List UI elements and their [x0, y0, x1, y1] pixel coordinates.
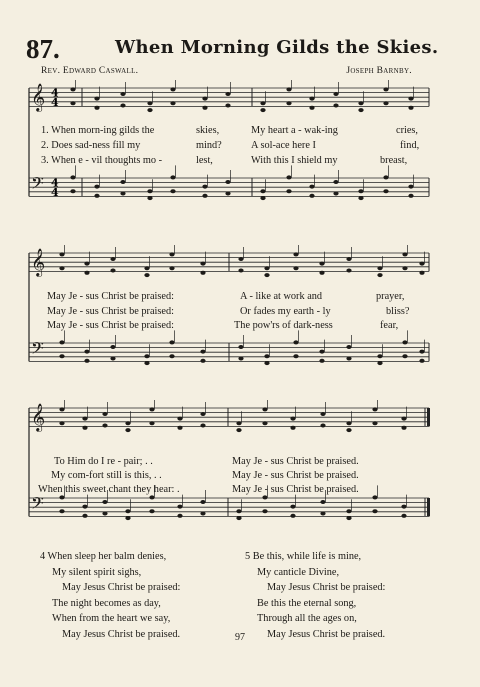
note-head: [236, 421, 241, 425]
note-head: [147, 196, 152, 200]
note-head: [238, 357, 243, 361]
note-head: [177, 426, 182, 430]
note-head: [401, 514, 406, 518]
note-head: [144, 354, 149, 358]
note-head: [202, 194, 207, 198]
page-number: 97: [235, 632, 245, 643]
note-head: [320, 500, 325, 504]
note-head: [358, 101, 363, 105]
note-head: [177, 417, 182, 421]
verse-4: 4 When sleep her balm denies, My silent spirit sighs, May Jesus Christ be praised: The night becomes as day, When from the heart we say, May Jesus Christ be praised.: [40, 551, 181, 640]
note-head: [286, 189, 291, 193]
note-head: [419, 271, 424, 275]
note-head: [320, 424, 325, 428]
note-head: [144, 273, 149, 277]
note-head: [372, 421, 377, 425]
note-head: [419, 359, 424, 363]
note-head: [260, 196, 265, 200]
note-head: [70, 189, 75, 193]
note-head: [408, 106, 413, 110]
note-head: [59, 354, 64, 358]
note-head: [419, 262, 424, 266]
note-head: [320, 412, 325, 416]
note-head: [419, 350, 424, 354]
note-head: [333, 180, 338, 184]
note-head: [70, 175, 75, 179]
note-head: [202, 97, 207, 101]
note-head: [346, 509, 351, 513]
note-head: [102, 500, 107, 504]
note-head: [262, 509, 267, 513]
bass-clef-icon: 𝄢: [31, 338, 44, 362]
note-head: [238, 257, 243, 261]
note-head: [149, 421, 154, 425]
note-head: [125, 421, 130, 425]
note-head: [236, 509, 241, 513]
note-head: [149, 407, 154, 411]
note-head: [200, 412, 205, 416]
note-head: [70, 101, 75, 105]
note-head: [401, 417, 406, 421]
note-head: [264, 273, 269, 277]
treble-clef-icon: 𝄞: [31, 83, 46, 111]
note-head: [236, 516, 241, 520]
note-head: [177, 514, 182, 518]
note-head: [170, 175, 175, 179]
note-head: [402, 266, 407, 270]
note-head: [264, 361, 269, 365]
note-head: [401, 426, 406, 430]
note-head: [110, 269, 115, 273]
note-head: [102, 512, 107, 516]
note-head: [309, 97, 314, 101]
time-signature: 4: [51, 86, 59, 100]
note-head: [200, 512, 205, 516]
note-head: [144, 266, 149, 270]
note-head: [358, 108, 363, 112]
note-head: [319, 359, 324, 363]
note-head: [290, 514, 295, 518]
note-head: [372, 407, 377, 411]
note-head: [333, 92, 338, 96]
note-head: [309, 185, 314, 189]
note-head: [82, 505, 87, 509]
note-head: [84, 359, 89, 363]
note-head: [260, 101, 265, 105]
note-head: [319, 271, 324, 275]
note-head: [238, 269, 243, 273]
note-head: [110, 345, 115, 349]
note-head: [333, 192, 338, 196]
treble-clef-icon: 𝄞: [31, 403, 46, 431]
note-head: [309, 106, 314, 110]
note-head: [319, 350, 324, 354]
note-head: [125, 509, 130, 513]
note-head: [169, 252, 174, 256]
note-head: [262, 495, 267, 499]
note-head: [59, 509, 64, 513]
note-head: [372, 509, 377, 513]
note-head: [225, 192, 230, 196]
note-head: [169, 266, 174, 270]
time-signature: 4: [51, 176, 59, 190]
treble-clef-icon: 𝄞: [31, 248, 46, 276]
note-head: [200, 350, 205, 354]
note-head: [82, 426, 87, 430]
note-head: [402, 252, 407, 256]
note-head: [59, 421, 64, 425]
note-head: [377, 354, 382, 358]
note-head: [372, 495, 377, 499]
note-head: [346, 257, 351, 261]
note-head: [125, 428, 130, 432]
note-head: [290, 505, 295, 509]
note-head: [225, 180, 230, 184]
note-head: [202, 106, 207, 110]
note-head: [333, 104, 338, 108]
verse-5: 5 Be this, while life is mine, My canticle Divine, May Jesus Christ be praised: Be this the eternal song, Through all the ages on, May Jesus Christ be praised.: [245, 551, 386, 640]
note-head: [346, 428, 351, 432]
note-head: [149, 509, 154, 513]
note-head: [402, 354, 407, 358]
note-head: [59, 340, 64, 344]
note-head: [346, 516, 351, 520]
note-head: [120, 192, 125, 196]
note-head: [377, 266, 382, 270]
note-head: [59, 252, 64, 256]
note-head: [120, 92, 125, 96]
note-head: [200, 262, 205, 266]
note-head: [260, 189, 265, 193]
note-head: [320, 512, 325, 516]
note-head: [346, 269, 351, 273]
note-head: [238, 345, 243, 349]
note-head: [264, 354, 269, 358]
note-head: [169, 340, 174, 344]
note-head: [200, 424, 205, 428]
note-head: [346, 357, 351, 361]
note-head: [377, 361, 382, 365]
note-head: [147, 189, 152, 193]
hymn-number: 87.: [26, 34, 60, 64]
note-head: [377, 273, 382, 277]
note-head: [82, 417, 87, 421]
note-head: [309, 194, 314, 198]
note-head: [149, 495, 154, 499]
note-head: [383, 101, 388, 105]
note-head: [346, 421, 351, 425]
music-composer: Joseph Barnby.: [346, 66, 412, 76]
note-head: [236, 428, 241, 432]
note-head: [147, 101, 152, 105]
note-head: [84, 262, 89, 266]
note-head: [225, 104, 230, 108]
note-head: [59, 495, 64, 499]
note-head: [147, 108, 152, 112]
time-signature: 4: [51, 96, 59, 109]
note-head: [286, 87, 291, 91]
note-head: [170, 87, 175, 91]
note-head: [383, 189, 388, 193]
note-head: [84, 350, 89, 354]
note-head: [59, 407, 64, 411]
note-head: [262, 407, 267, 411]
note-head: [94, 106, 99, 110]
note-head: [169, 354, 174, 358]
note-head: [59, 266, 64, 270]
note-head: [110, 357, 115, 361]
note-head: [200, 359, 205, 363]
note-head: [264, 266, 269, 270]
note-head: [94, 97, 99, 101]
note-head: [70, 87, 75, 91]
bass-clef-icon: 𝄢: [31, 493, 44, 517]
note-head: [82, 514, 87, 518]
note-head: [84, 271, 89, 275]
note-head: [293, 266, 298, 270]
note-head: [401, 505, 406, 509]
note-head: [290, 426, 295, 430]
note-head: [120, 104, 125, 108]
note-head: [200, 271, 205, 275]
note-head: [402, 340, 407, 344]
note-head: [262, 421, 267, 425]
note-head: [202, 185, 207, 189]
note-head: [346, 345, 351, 349]
time-signature: 4: [51, 186, 59, 199]
note-head: [102, 412, 107, 416]
words-author: Rev. Edward Caswall.: [41, 66, 139, 76]
note-head: [293, 340, 298, 344]
note-head: [144, 361, 149, 365]
note-head: [200, 500, 205, 504]
note-head: [102, 424, 107, 428]
hymn-title: When Morning Gilds the Skies.: [115, 37, 439, 58]
note-head: [120, 180, 125, 184]
note-head: [225, 92, 230, 96]
final-barline: [427, 498, 430, 516]
note-head: [177, 505, 182, 509]
note-head: [408, 185, 413, 189]
note-head: [94, 194, 99, 198]
note-head: [260, 108, 265, 112]
note-head: [293, 354, 298, 358]
note-head: [319, 262, 324, 266]
note-head: [408, 194, 413, 198]
note-head: [125, 516, 130, 520]
note-head: [286, 175, 291, 179]
note-head: [170, 189, 175, 193]
note-head: [293, 252, 298, 256]
note-head: [358, 189, 363, 193]
note-head: [383, 175, 388, 179]
note-head: [290, 417, 295, 421]
note-head: [383, 87, 388, 91]
note-head: [94, 185, 99, 189]
bass-clef-icon: 𝄢: [31, 173, 44, 197]
note-head: [358, 196, 363, 200]
note-head: [286, 101, 291, 105]
final-barline: [427, 408, 430, 426]
note-head: [408, 97, 413, 101]
note-head: [110, 257, 115, 261]
note-head: [170, 101, 175, 105]
